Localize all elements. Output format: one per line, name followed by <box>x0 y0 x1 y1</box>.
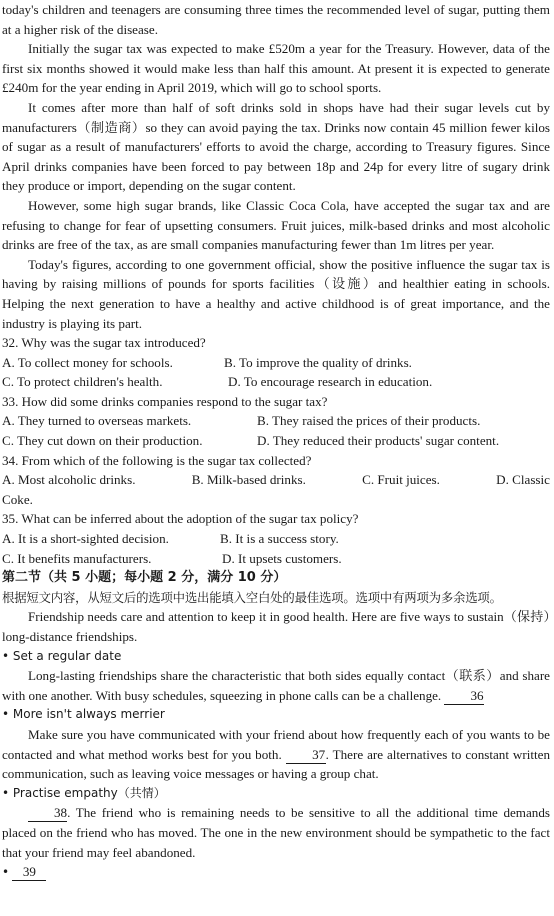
option-d-continuation: Coke. <box>2 491 33 507</box>
option-d[interactable]: D. It upsets customers. <box>222 550 342 566</box>
bullet-heading: • Set a regular date <box>2 648 122 663</box>
passage-paragraph <box>2 803 550 862</box>
paragraph-text: Long-lasting friendships share the characteristic that both sides equally contact（联系）and share with one another. With busy schedules, squeezing in phone calls can be a challenge. <box>2 668 550 703</box>
option-c[interactable]: C. It benefits manufacturers. <box>2 550 152 566</box>
question-33-stem: 33. How did some drinks companies respond to the sugar tax? <box>2 393 328 409</box>
passage-paragraph <box>2 666 550 705</box>
option-a[interactable]: A. Most alcoholic drinks. <box>2 472 136 488</box>
section-heading: 第二节（共 5 小题；每小题 2 分，满分 10 分） <box>2 570 287 586</box>
passage-paragraph: However, some high sugar brands, like Classic Coca Cola, have accepted the sugar tax and are refusing to change for fear of upsetting consumers. Fruit juices, milk-based drinks and most alcoholic drinks are free of the tax, as are small companies manufacturing fewer than 1m litres per year. <box>2 197 550 253</box>
question-35-options-row1 <box>2 529 550 549</box>
question-35-options-row2 <box>2 549 550 569</box>
option-d[interactable]: D. They reduced their products' sugar content. <box>257 433 500 449</box>
blank-39[interactable]: 39 <box>12 864 46 881</box>
bullet-heading <box>2 862 550 883</box>
passage-paragraph: Today's figures, according to one government official, show the positive influence the sugar tax is having by raising millions of pounds for sports facilities（设施）and healthier eating in schools. Helping the next generation to have a healthy and active childhood is of great importance, and the industry is playing its part. <box>2 256 550 331</box>
option-d[interactable]: D. Classic <box>496 472 550 488</box>
paragraph-text: Make sure you have communicated with your friend about how frequently each of you wants to be contacted and what method works best for you both. <box>2 726 550 762</box>
option-b[interactable]: B. Milk-based drinks. <box>191 472 306 488</box>
question-32-options-row1 <box>2 353 550 373</box>
question-34-stem: 34. From which of the following is the sugar tax collected? <box>2 452 312 468</box>
question-32-stem: 32. Why was the sugar tax introduced? <box>2 335 206 351</box>
section-instruction: 根据短文内容，从短文后的选项中选出能填入空白处的最佳选项。选项中有两项为多余选项。 <box>2 589 502 605</box>
bullet-marker: • <box>2 865 10 880</box>
paragraph-text: . There are alternatives to constant written communication, such as leaving voice messages or having a group chat. <box>2 746 550 782</box>
option-c[interactable]: C. Fruit juices. <box>362 472 440 488</box>
question-32-options-row2 <box>2 372 550 392</box>
bullet-heading: • More isn't always merrier <box>2 707 165 722</box>
option-a[interactable]: A. To collect money for schools. <box>2 354 173 370</box>
question-33-options-row1 <box>2 411 550 431</box>
option-d[interactable]: D. To encourage research in education. <box>228 374 433 390</box>
blank-38[interactable]: 38 <box>28 805 67 822</box>
passage-intro: Friendship needs care and attention to keep it in good health. Here are five ways to sustain（保持）long-distance friendships. <box>2 609 550 644</box>
option-c[interactable]: C. To protect children's health. <box>2 374 163 390</box>
option-b[interactable]: B. To improve the quality of drinks. <box>224 354 412 370</box>
paragraph-text: . The friend who is remaining needs to be sensitive to all the additional time demands placed on the friend who has moved. The one in the new environment should be sympathetic to the fact that your friend may feel abandoned. <box>2 805 550 860</box>
option-c[interactable]: C. They cut down on their production. <box>2 433 203 449</box>
blank-36[interactable]: 36 <box>444 688 483 705</box>
option-a[interactable]: A. It is a short-sighted decision. <box>2 531 169 547</box>
passage-paragraph <box>2 725 550 784</box>
blank-37[interactable]: 37 <box>286 747 326 764</box>
question-33-options-row2 <box>2 431 550 451</box>
option-b[interactable]: B. It is a success story. <box>220 531 339 547</box>
option-b[interactable]: B. They raised the prices of their products. <box>257 413 481 429</box>
question-34-options <box>2 470 550 490</box>
option-a[interactable]: A. They turned to overseas markets. <box>2 413 192 429</box>
passage-paragraph: today's children and teenagers are consuming three times the recommended level of sugar, putting them at a higher risk of the disease. <box>2 2 550 37</box>
passage-paragraph: Initially the sugar tax was expected to make £520m a year for the Treasury. However, data of the first six months showed it would make less than half this amount. At present it is expected to generate £240m for the year ending in April 2019, which will go to school sports. <box>2 41 550 96</box>
question-35-stem: 35. What can be inferred about the adoption of the sugar tax policy? <box>2 511 359 527</box>
passage-paragraph: It comes after more than half of soft drinks sold in shops have had their sugar levels cut by manufacturers（制造商）so they can avoid paying the tax. Drinks now contain 45 million fewer kilos of sugar as a result of manufacturers' efforts to avoid the charge, according to Treasury figures. Since April drinks companies have been forced to pay between 18p and 24p for every litre of sugary drink they produce or import, depending on the sugar content. <box>2 99 550 194</box>
bullet-heading: • Practise empathy（共情） <box>2 785 166 800</box>
